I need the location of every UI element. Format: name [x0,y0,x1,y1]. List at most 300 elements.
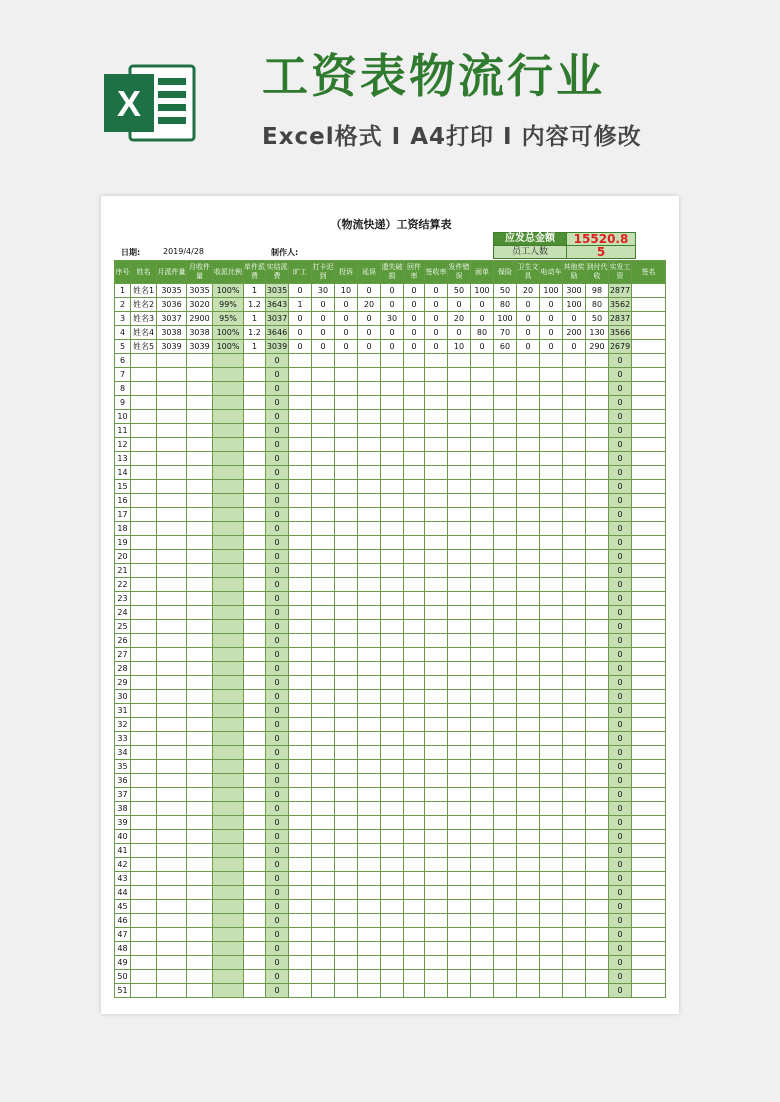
table-cell[interactable] [540,816,563,830]
table-cell[interactable] [381,900,404,914]
table-cell[interactable] [131,480,157,494]
table-cell[interactable] [563,760,586,774]
table-cell[interactable] [381,928,404,942]
table-cell[interactable] [517,382,540,396]
table-cell[interactable] [131,508,157,522]
table-cell[interactable] [312,410,335,424]
table-cell[interactable]: 0 [609,732,632,746]
table-cell[interactable] [131,620,157,634]
table-cell[interactable]: 0 [335,326,358,340]
table-cell[interactable]: 22 [115,578,131,592]
table-cell[interactable] [213,382,244,396]
table-cell[interactable] [131,886,157,900]
table-cell[interactable] [471,830,494,844]
table-cell[interactable] [358,662,381,676]
table-cell[interactable] [312,354,335,368]
table-cell[interactable] [563,508,586,522]
table-cell[interactable]: 0 [381,284,404,298]
table-cell[interactable] [517,466,540,480]
table-cell[interactable] [131,606,157,620]
table-cell[interactable] [381,914,404,928]
table-cell[interactable] [131,914,157,928]
table-cell[interactable] [312,830,335,844]
table-cell[interactable] [131,690,157,704]
table-cell[interactable] [381,746,404,760]
table-cell[interactable]: 3037 [157,312,187,326]
table-cell[interactable] [131,550,157,564]
table-cell[interactable]: 29 [115,676,131,690]
table-cell[interactable]: 0 [266,438,289,452]
table-cell[interactable]: 2837 [609,312,632,326]
table-cell[interactable] [213,466,244,480]
table-cell[interactable] [381,872,404,886]
table-cell[interactable] [632,536,666,550]
table-cell[interactable]: 0 [266,718,289,732]
table-cell[interactable] [244,410,266,424]
table-cell[interactable] [563,774,586,788]
table-cell[interactable] [289,424,312,438]
table-cell[interactable]: 1 [244,340,266,354]
table-cell[interactable] [425,802,448,816]
table-cell[interactable] [358,368,381,382]
table-cell[interactable]: 100% [213,340,244,354]
table-cell[interactable] [425,438,448,452]
table-cell[interactable]: 0 [266,494,289,508]
table-cell[interactable] [540,494,563,508]
table-cell[interactable] [404,620,425,634]
table-cell[interactable] [448,872,471,886]
table-cell[interactable]: 3035 [187,284,213,298]
table-cell[interactable]: 0 [517,340,540,354]
table-cell[interactable] [563,606,586,620]
table-cell[interactable] [381,396,404,410]
table-cell[interactable] [494,494,517,508]
table-cell[interactable] [358,550,381,564]
table-cell[interactable] [632,872,666,886]
table-cell[interactable]: 47 [115,928,131,942]
table-cell[interactable] [187,536,213,550]
table-cell[interactable] [586,578,609,592]
table-cell[interactable]: 0 [517,326,540,340]
table-cell[interactable] [244,816,266,830]
table-cell[interactable] [404,774,425,788]
table-cell[interactable] [289,774,312,788]
table-cell[interactable] [563,830,586,844]
table-cell[interactable] [517,746,540,760]
table-cell[interactable] [244,536,266,550]
table-cell[interactable] [187,368,213,382]
table-cell[interactable]: 0 [609,984,632,998]
table-cell[interactable] [244,900,266,914]
table-cell[interactable] [540,774,563,788]
table-cell[interactable] [244,368,266,382]
table-cell[interactable] [335,732,358,746]
table-cell[interactable] [244,970,266,984]
table-cell[interactable] [540,830,563,844]
table-cell[interactable]: 2877 [609,284,632,298]
table-cell[interactable] [471,424,494,438]
table-cell[interactable] [404,718,425,732]
table-cell[interactable]: 0 [266,382,289,396]
table-cell[interactable] [289,550,312,564]
table-cell[interactable]: 20 [358,298,381,312]
table-cell[interactable]: 0 [609,690,632,704]
table-cell[interactable] [448,928,471,942]
table-cell[interactable] [448,578,471,592]
table-cell[interactable] [404,900,425,914]
table-cell[interactable]: 33 [115,732,131,746]
table-cell[interactable] [381,662,404,676]
table-cell[interactable]: 0 [425,312,448,326]
table-cell[interactable] [187,956,213,970]
table-cell[interactable] [358,508,381,522]
table-cell[interactable] [335,480,358,494]
table-cell[interactable] [540,956,563,970]
table-cell[interactable] [517,704,540,718]
table-cell[interactable] [540,564,563,578]
table-cell[interactable] [586,396,609,410]
table-cell[interactable]: 姓名2 [131,298,157,312]
table-cell[interactable] [586,718,609,732]
table-cell[interactable] [187,606,213,620]
table-cell[interactable]: 姓名5 [131,340,157,354]
table-cell[interactable] [157,578,187,592]
table-cell[interactable] [131,466,157,480]
table-cell[interactable] [471,900,494,914]
table-cell[interactable] [213,858,244,872]
table-cell[interactable] [381,970,404,984]
table-cell[interactable] [517,578,540,592]
table-cell[interactable] [335,466,358,480]
table-cell[interactable]: 3039 [266,340,289,354]
table-cell[interactable] [586,676,609,690]
table-cell[interactable] [213,676,244,690]
table-cell[interactable] [540,396,563,410]
table-cell[interactable] [187,410,213,424]
table-cell[interactable]: 0 [609,508,632,522]
table-cell[interactable] [131,494,157,508]
table-cell[interactable] [404,578,425,592]
table-cell[interactable] [586,942,609,956]
table-cell[interactable] [312,844,335,858]
table-cell[interactable] [404,676,425,690]
table-cell[interactable] [289,788,312,802]
table-cell[interactable] [540,522,563,536]
table-cell[interactable] [586,508,609,522]
table-cell[interactable] [213,802,244,816]
table-cell[interactable] [312,970,335,984]
table-cell[interactable] [358,592,381,606]
table-cell[interactable] [563,396,586,410]
table-cell[interactable] [632,634,666,648]
table-cell[interactable] [404,704,425,718]
table-cell[interactable] [335,382,358,396]
table-cell[interactable] [448,354,471,368]
table-cell[interactable] [632,410,666,424]
table-cell[interactable] [244,452,266,466]
table-cell[interactable] [131,704,157,718]
table-cell[interactable] [540,718,563,732]
table-cell[interactable] [517,368,540,382]
table-cell[interactable] [213,970,244,984]
table-cell[interactable] [448,536,471,550]
table-cell[interactable] [404,550,425,564]
table-cell[interactable] [494,830,517,844]
table-cell[interactable] [213,760,244,774]
table-cell[interactable]: 5 [115,340,131,354]
table-cell[interactable] [312,676,335,690]
table-cell[interactable] [540,858,563,872]
table-cell[interactable] [540,942,563,956]
table-cell[interactable] [586,480,609,494]
table-cell[interactable] [312,942,335,956]
table-cell[interactable]: 0 [335,312,358,326]
table-cell[interactable] [448,788,471,802]
table-cell[interactable] [157,494,187,508]
table-cell[interactable] [563,648,586,662]
table-cell[interactable]: 20 [448,312,471,326]
table-cell[interactable] [335,928,358,942]
table-cell[interactable] [425,564,448,578]
table-cell[interactable] [632,676,666,690]
table-cell[interactable]: 8 [115,382,131,396]
table-cell[interactable] [213,410,244,424]
table-cell[interactable] [563,382,586,396]
table-cell[interactable]: 0 [358,312,381,326]
table-cell[interactable] [213,774,244,788]
table-cell[interactable] [381,704,404,718]
table-cell[interactable] [244,662,266,676]
table-cell[interactable] [586,774,609,788]
table-cell[interactable] [586,368,609,382]
table-cell[interactable]: 0 [404,284,425,298]
table-cell[interactable] [358,424,381,438]
table-cell[interactable]: 38 [115,802,131,816]
table-cell[interactable] [289,984,312,998]
table-cell[interactable] [381,830,404,844]
table-cell[interactable] [244,438,266,452]
table-cell[interactable] [187,984,213,998]
table-cell[interactable] [244,802,266,816]
table-cell[interactable]: 39 [115,816,131,830]
table-cell[interactable]: 1.2 [244,326,266,340]
table-cell[interactable] [404,368,425,382]
table-cell[interactable] [632,732,666,746]
table-cell[interactable] [494,382,517,396]
table-cell[interactable] [540,914,563,928]
table-cell[interactable]: 0 [609,564,632,578]
table-cell[interactable] [563,536,586,550]
table-cell[interactable] [632,900,666,914]
table-cell[interactable] [540,466,563,480]
table-cell[interactable] [586,620,609,634]
table-cell[interactable] [404,816,425,830]
table-cell[interactable]: 3643 [266,298,289,312]
table-cell[interactable] [632,564,666,578]
table-cell[interactable] [244,508,266,522]
table-cell[interactable] [312,662,335,676]
table-cell[interactable]: 0 [266,536,289,550]
table-cell[interactable] [157,704,187,718]
table-cell[interactable] [517,774,540,788]
table-cell[interactable] [213,928,244,942]
table-cell[interactable]: 0 [609,424,632,438]
table-cell[interactable] [312,396,335,410]
table-cell[interactable] [312,648,335,662]
table-cell[interactable] [494,942,517,956]
table-cell[interactable] [187,942,213,956]
table-cell[interactable] [471,410,494,424]
table-cell[interactable] [517,858,540,872]
table-cell[interactable]: 15 [115,480,131,494]
table-cell[interactable]: 130 [586,326,609,340]
table-cell[interactable] [131,438,157,452]
table-cell[interactable] [213,452,244,466]
table-cell[interactable] [540,578,563,592]
table-cell[interactable] [381,732,404,746]
table-cell[interactable] [517,452,540,466]
table-cell[interactable]: 19 [115,536,131,550]
table-cell[interactable]: 46 [115,914,131,928]
table-cell[interactable] [187,816,213,830]
table-cell[interactable] [289,718,312,732]
table-cell[interactable] [586,844,609,858]
table-cell[interactable] [157,592,187,606]
table-cell[interactable] [312,550,335,564]
table-cell[interactable] [187,704,213,718]
table-cell[interactable] [563,466,586,480]
table-cell[interactable]: 0 [540,312,563,326]
table-cell[interactable] [448,676,471,690]
table-cell[interactable] [131,536,157,550]
table-cell[interactable]: 13 [115,452,131,466]
table-cell[interactable] [586,662,609,676]
table-cell[interactable] [448,508,471,522]
table-cell[interactable] [517,564,540,578]
table-cell[interactable] [563,690,586,704]
table-cell[interactable] [404,382,425,396]
table-cell[interactable] [213,732,244,746]
table-cell[interactable] [312,984,335,998]
table-cell[interactable] [312,592,335,606]
table-cell[interactable] [213,438,244,452]
table-cell[interactable] [494,676,517,690]
table-cell[interactable] [632,620,666,634]
table-cell[interactable]: 0 [540,340,563,354]
table-cell[interactable] [425,970,448,984]
table-cell[interactable] [425,396,448,410]
table-cell[interactable] [425,578,448,592]
table-cell[interactable] [187,634,213,648]
table-cell[interactable] [404,634,425,648]
table-cell[interactable] [404,396,425,410]
table-cell[interactable] [312,606,335,620]
table-cell[interactable] [312,368,335,382]
table-cell[interactable] [448,368,471,382]
table-cell[interactable] [540,872,563,886]
table-cell[interactable] [213,508,244,522]
table-cell[interactable]: 0 [266,592,289,606]
table-cell[interactable] [335,592,358,606]
table-cell[interactable] [494,816,517,830]
table-cell[interactable] [540,844,563,858]
table-cell[interactable]: 28 [115,662,131,676]
table-cell[interactable] [494,984,517,998]
table-cell[interactable]: 0 [266,704,289,718]
table-cell[interactable]: 0 [266,550,289,564]
table-cell[interactable] [517,872,540,886]
table-cell[interactable]: 1 [115,284,131,298]
table-cell[interactable] [312,536,335,550]
table-cell[interactable] [448,606,471,620]
table-cell[interactable] [335,620,358,634]
table-cell[interactable] [157,760,187,774]
table-cell[interactable] [563,900,586,914]
table-cell[interactable]: 3036 [157,298,187,312]
table-cell[interactable] [157,830,187,844]
table-cell[interactable] [494,424,517,438]
table-cell[interactable] [425,718,448,732]
table-cell[interactable] [632,844,666,858]
table-cell[interactable] [381,550,404,564]
table-cell[interactable] [632,956,666,970]
table-cell[interactable] [563,732,586,746]
table-cell[interactable] [471,914,494,928]
table-cell[interactable] [404,522,425,536]
table-cell[interactable] [517,634,540,648]
table-cell[interactable] [517,592,540,606]
table-cell[interactable] [540,676,563,690]
table-cell[interactable]: 0 [609,438,632,452]
table-cell[interactable]: 50 [586,312,609,326]
table-cell[interactable] [312,620,335,634]
table-cell[interactable] [540,606,563,620]
table-cell[interactable] [131,984,157,998]
table-cell[interactable] [404,508,425,522]
table-cell[interactable]: 0 [609,648,632,662]
table-cell[interactable] [404,942,425,956]
table-cell[interactable] [187,914,213,928]
table-cell[interactable] [448,774,471,788]
table-cell[interactable] [157,522,187,536]
table-cell[interactable] [335,774,358,788]
table-cell[interactable]: 0 [471,298,494,312]
table-cell[interactable] [586,886,609,900]
table-cell[interactable] [494,452,517,466]
table-cell[interactable]: 3038 [157,326,187,340]
table-cell[interactable]: 0 [609,900,632,914]
table-cell[interactable]: 0 [335,340,358,354]
table-cell[interactable] [289,466,312,480]
table-cell[interactable] [563,662,586,676]
table-cell[interactable] [540,438,563,452]
table-cell[interactable]: 0 [448,326,471,340]
table-cell[interactable] [213,662,244,676]
table-cell[interactable] [471,970,494,984]
table-cell[interactable] [187,578,213,592]
table-cell[interactable] [131,578,157,592]
table-cell[interactable] [157,858,187,872]
table-cell[interactable] [244,578,266,592]
table-cell[interactable] [471,578,494,592]
table-cell[interactable] [213,634,244,648]
table-cell[interactable] [517,606,540,620]
table-cell[interactable]: 0 [266,956,289,970]
table-cell[interactable] [187,844,213,858]
table-cell[interactable]: 12 [115,438,131,452]
table-cell[interactable] [358,466,381,480]
table-cell[interactable] [358,886,381,900]
